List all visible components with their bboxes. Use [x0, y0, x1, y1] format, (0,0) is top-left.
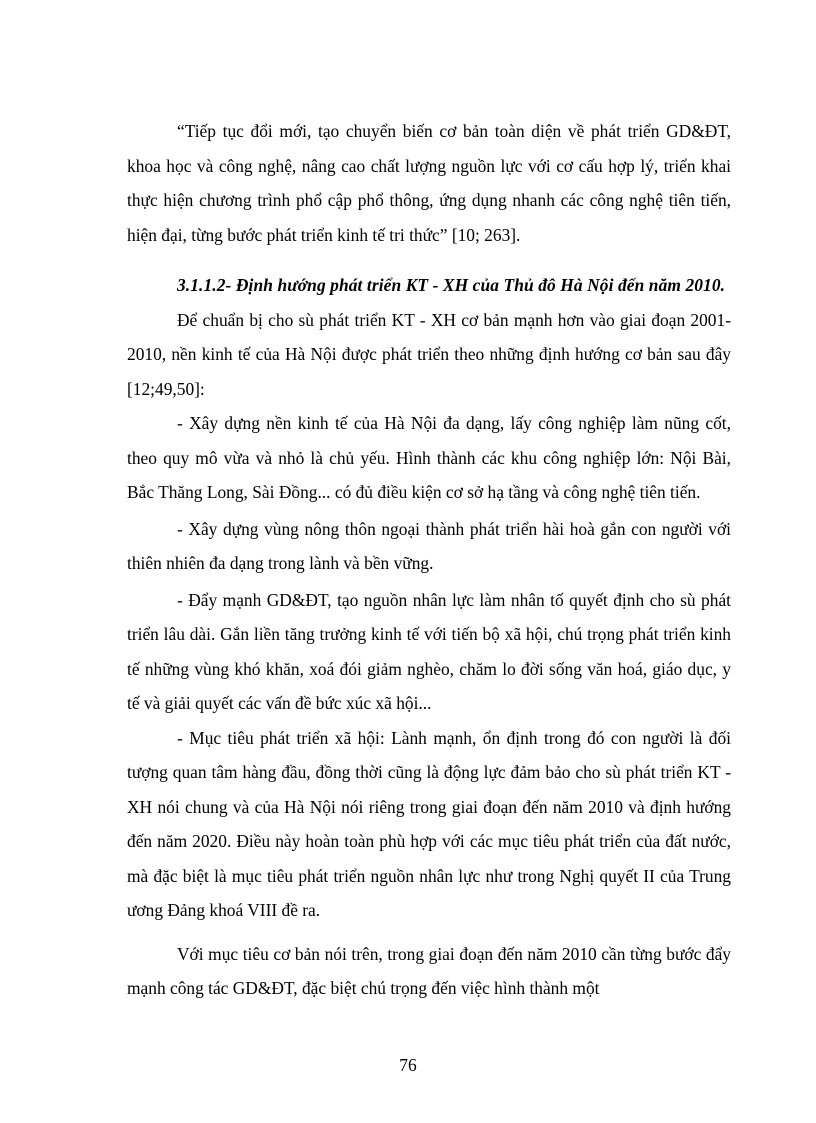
closing-paragraph: Với mục tiêu cơ bản nói trên, trong giai đoạn đến năm 2010 cần từng bước đẩy mạnh công tác GD&ĐT, đặc biệt chú trọng đến việc hình thành một — [127, 943, 731, 998]
intro-paragraph: Để chuẩn bị cho sù phát triển KT - XH cơ bản mạnh hơn vào giai đoạn 2001-2010, nền kinh tế của Hà Nội được phát triển theo những định hướng cơ bản sau đây [12;49,50]: — [127, 309, 731, 399]
section-heading: 3.1.1.2- Định hướng phát triển KT - XH của Thủ đô Hà Nội đến năm 2010. — [177, 275, 726, 295]
bullet-paragraph: - Xây dựng vùng nông thôn ngoại thành phát triển hài hoà gắn con người với thiên nhiên đa dạng trong lành và bền vững. — [127, 518, 731, 573]
bullet-paragraph: - Đẩy mạnh GD&ĐT, tạo nguồn nhân lực làm nhân tố quyết định cho sù phát triển lâu dài. Gắn liền tăng trưởng kinh tế với tiến bộ xã hội, chú trọng phát triển kinh tế những vùng khó khăn, xoá đói giảm nghèo, chăm lo đời sống văn hoá, giáo dục, y tế và giải quyết các vấn đề bức xúc xã hội... — [127, 589, 731, 713]
bullet-paragraph: - Xây dựng nền kinh tế của Hà Nội đa dạng, lấy công nghiệp làm nũng cốt, theo quy mô vừa và nhỏ là chủ yếu. Hình thành các khu công nghiệp lớn: Nội Bài, Bắc Thăng Long, Sài Đồng... có đủ điều kiện cơ sở hạ tầng và công nghệ tiên tiến. — [127, 413, 731, 502]
quote-paragraph: “Tiếp tục đổi mới, tạo chuyển biến cơ bản toàn diện về phát triển GD&ĐT, khoa học và công nghệ, nâng cao chất lượng nguồn lực với cơ cấu hợp lý, triển khai thực hiện chương trình phổ cập phổ thông, ứng dụng nhanh các công nghệ tiên tiến, hiện đại, từng bước phát triển kinh tế tri thức” [10; 263]. — [127, 121, 731, 245]
page-body — [127, 114, 731, 1006]
bullet-paragraph: - Mục tiêu phát triển xã hội: Lành mạnh, ổn định trong đó con người là đối tượng quan tâm hàng đầu, đồng thời cũng là động lực đảm bảo cho sù phát triển KT - XH nói chung và của Hà Nội nói riêng trong giai đoạn đến năm 2010 và định hướng đến năm 2020. Điều này hoàn toàn phù hợp với các mục tiêu phát triển của đất nước, mà đặc biệt là mục tiêu phát triển nguồn nhân lực như trong Nghị quyết II của Trung ương Đảng khoá VIII đề ra. — [127, 727, 731, 920]
page-number: 76 — [399, 1055, 417, 1075]
